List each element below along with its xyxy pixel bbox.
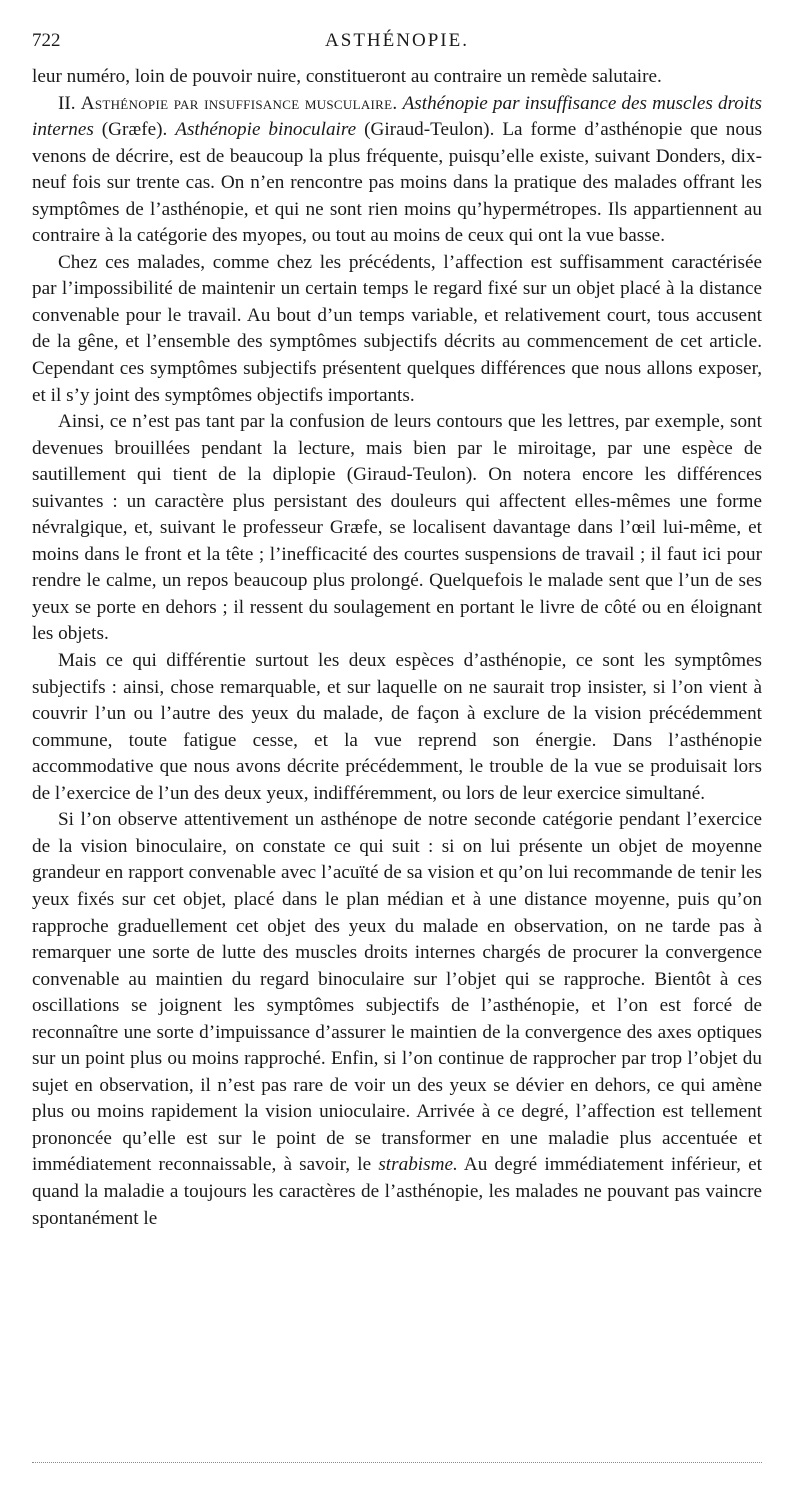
paragraph-continuation bbox=[32, 64, 762, 91]
section-attribution-2: (Giraud-Teulon). bbox=[364, 119, 495, 141]
paragraph bbox=[32, 409, 762, 648]
section-title-2: Asthénopie binoculaire bbox=[175, 119, 357, 141]
running-title: ASTHÉNOPIE. bbox=[325, 30, 469, 51]
term-strabisme: strabisme. bbox=[378, 1154, 458, 1176]
body-text bbox=[32, 64, 762, 1232]
section-title-1: Asthénopie par insuffisance des muscles droits internes bbox=[32, 92, 763, 141]
page-number: 722 bbox=[32, 30, 61, 51]
page-header bbox=[32, 30, 762, 60]
paragraph-text: leur numéro, loin de pouvoir nuire, constitueront au contraire un remède salutaire. bbox=[32, 66, 662, 87]
footer-divider bbox=[32, 1462, 762, 1463]
paragraph-text: La forme d’asthénopie que nous venons de décrire, est de beaucoup la plus fréquente, puisqu’elle existe, suivant Donders, dix-neuf fois sur trente cas. On n’en rencontre pas moins dans la pratique des malades offrant les symptômes de l’asthénopie, et qui ne sont rien moins qu’hypermétropes. Ils appartiennent au contraire à la catégorie des myopes, ou tout au moins de ceux qui ont la vue basse. bbox=[32, 119, 763, 247]
section-attribution-1: (Græfe). bbox=[101, 119, 168, 141]
paragraph bbox=[32, 250, 762, 409]
paragraph-text: Si l’on observe attentivement un asthénope de notre seconde catégorie pendant l’exercice de la vision binoculaire, on constate ce qui suit : si on lui présente un objet de moyenne grandeur en rapport convenable avec l’acuïté de sa vision et qu’on lui recommande de tenir les yeux fixés sur cet objet, placé dans le plan médian et à une distance moyenne, puis qu’on rapproche graduellement cet objet des yeux du malade en observation, on ne tarde pas à remarquer une sorte de lutte des muscles droits internes chargés de procurer la convergence convenable au maintien du regard binoculaire sur l’objet qui se rapproche. Bientôt à ces oscillations se joignent les symptômes subjectifs de l’asthénopie, et l’on est forcé de reconnaître une sorte d’impuissance d’assurer le maintien de la convergence des axes optiques sur un point plus ou moins rapproché. Enfin, si l’on continue de rapprocher par trop l’objet du sujet en observation, il n’est pas rare de voir un des yeux se dévier en dehors, ce qui amène plus ou moins rapidement la vision unioculaire. Arrivée à ce degré, l’affection est tellement prononcée qu’elle est sur le point de se transformer en une maladie plus accentuée et immédiatement reconnaissable, à savoir, le bbox=[32, 809, 762, 1176]
paragraph bbox=[32, 648, 762, 807]
section-paragraph bbox=[32, 91, 762, 250]
paragraph-text: Au degré immédiatement inférieur, et quand la maladie a toujours les caractères de l’asthénopie, les malades ne pouvant pas vaincre spontanément le bbox=[32, 1154, 763, 1229]
paragraph bbox=[32, 807, 762, 1232]
paragraph-text: Mais ce qui différentie surtout les deux espèces d’asthénopie, ce sont les symptômes subjectifs : ainsi, chose remarquable, et sur laquelle on ne saurait trop insister, si l’on vient à couvrir l’un ou l’autre des yeux du malade, de façon à exclure de la vision précédemment commune, toute fatigue cesse, et la vue reprend son énergie. Dans l’asthénopie accommodative que nous avons décrite précédemment, le trouble de la vue se produisait lors de l’exercice de l’un des deux yeux, indifféremment, ou lors de leur exercice simultané. bbox=[32, 650, 762, 804]
section-number: II. bbox=[58, 92, 76, 114]
paragraph-text: Ainsi, ce n’est pas tant par la confusion de leurs contours que les lettres, par exemple, sont devenues brouillées pendant la lecture, mais bien par le miroitage, par une espèce de sautillement qui tient de la diplopie (Giraud-Teulon). On notera encore les différences suivantes : un caractère plus persistant des douleurs qui affectent elles-mêmes une forme névralgique, et, suivant le professeur Græfe, se localisent davantage dans l’œil lui-même, et moins dans le front et la tête ; l’inefficacité des courtes suspensions de travail ; il faut ici pour rendre le calme, un repos beaucoup plus prolongé. Quelquefois le malade sent que l’un de ses yeux se porte en dehors ; il ressent du soulagement en portant le livre de côté ou en éloignant les objets. bbox=[32, 411, 762, 645]
section-heading: Asthénopie par insuffisance musculaire. bbox=[80, 92, 398, 114]
paragraph-text: Chez ces malades, comme chez les précédents, l’affection est suffisamment caractérisée par l’impossibilité de maintenir un certain temps le regard fixé sur un objet placé à la distance convenable pour le travail. Au bout d’un temps variable, et relativement court, tous accusent de la gêne, et l’ensemble des symptômes subjectifs décrits au commencement de cet article. Cependant ces symptômes subjectifs présentent quelques différences que nous allons exposer, et il s’y joint des symptômes objectifs importants. bbox=[32, 251, 762, 406]
